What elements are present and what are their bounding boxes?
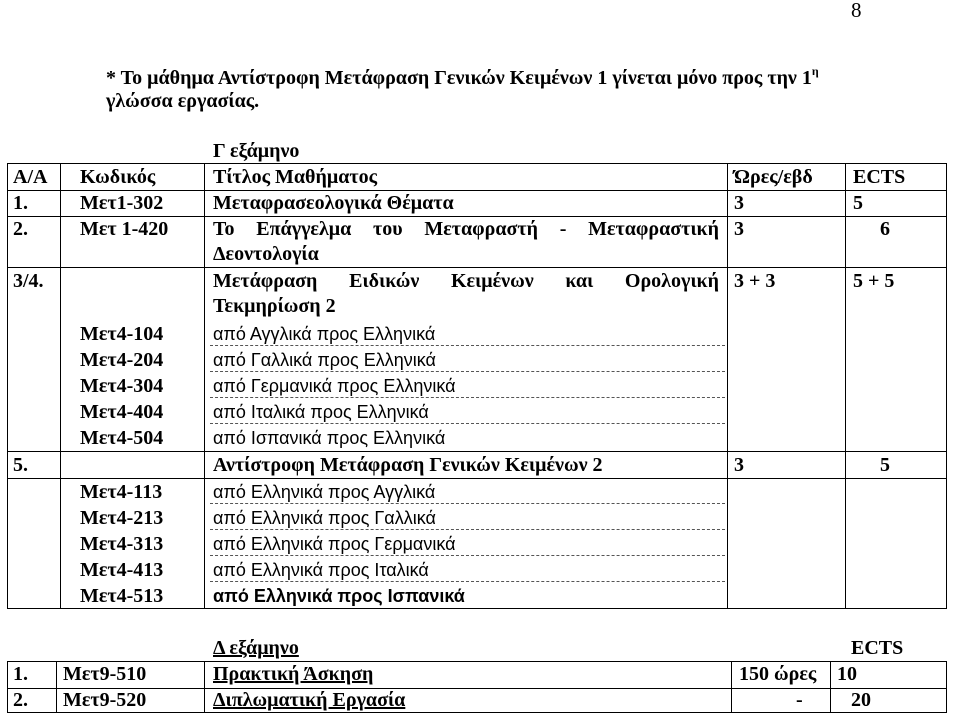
table-rule bbox=[7, 216, 947, 217]
header-title: Τίτλος Μαθήματος bbox=[213, 166, 378, 188]
row-hours: 3 bbox=[734, 192, 744, 214]
table-rule bbox=[7, 451, 947, 452]
footnote-text: * Το μάθημα Αντίστροφη Μετάφραση Γενικών Κειμένων 1 γίνεται μόνο προς την 1 bbox=[106, 67, 812, 89]
row-aa: 1. bbox=[13, 663, 28, 685]
row-title: Διπλωματική Εργασία bbox=[213, 689, 406, 711]
row-code: Μετ1-302 bbox=[80, 192, 164, 214]
subrow-label: από Ελληνικά προς Αγγλικά bbox=[213, 482, 436, 502]
table-border bbox=[727, 163, 728, 609]
subrow-code: Μετ4-313 bbox=[80, 533, 164, 555]
dashed-divider bbox=[210, 529, 725, 530]
subrow-code: Μετ4-113 bbox=[80, 481, 163, 503]
row-ects: 5 bbox=[880, 454, 890, 476]
table-border bbox=[946, 661, 947, 713]
subrow-code: Μετ4-513 bbox=[80, 585, 164, 607]
row-ects: 5 bbox=[853, 192, 863, 214]
row-title-continued: Δεοντολογία bbox=[213, 243, 319, 265]
subrow-code: Μετ4-504 bbox=[80, 427, 164, 449]
subrow-label: από Ιταλικά προς Ελληνικά bbox=[213, 402, 429, 422]
header-aa: Α/Α bbox=[13, 166, 48, 188]
table-rule bbox=[7, 478, 947, 479]
footnote-superscript: η bbox=[811, 64, 819, 78]
table-rule bbox=[7, 661, 947, 662]
semester-d-ects-header: ECTS bbox=[851, 637, 904, 659]
table-rule bbox=[7, 267, 947, 268]
table-border bbox=[830, 661, 831, 713]
row-ects: 20 bbox=[851, 689, 871, 711]
table-border bbox=[60, 163, 61, 609]
row-title: Μετάφραση Ειδικών Κειμένων και Ορολογική bbox=[213, 270, 719, 292]
row-aa: 3/4. bbox=[13, 270, 44, 292]
header-code: Κωδικός bbox=[80, 166, 156, 188]
row-hours: 3 bbox=[734, 454, 744, 476]
table-border bbox=[7, 163, 8, 609]
subrow-label: από Ισπανικά προς Ελληνικά bbox=[213, 428, 446, 448]
subrow-label: από Γερμανικά προς Ελληνικά bbox=[213, 376, 456, 396]
subrow-code: Μετ4-213 bbox=[80, 507, 164, 529]
row-title-continued: Τεκμηρίωση 2 bbox=[213, 295, 336, 317]
page-number: 8 bbox=[851, 0, 862, 22]
dashed-divider bbox=[210, 581, 725, 582]
dashed-divider bbox=[210, 555, 725, 556]
subrow-code: Μετ4-413 bbox=[80, 559, 164, 581]
row-code: Μετ 1-420 bbox=[80, 218, 169, 240]
dashed-divider bbox=[210, 423, 725, 424]
subrow-label: από Γαλλικά προς Ελληνικά bbox=[213, 350, 436, 370]
table-border bbox=[56, 661, 57, 713]
row-title: Αντίστροφη Μετάφραση Γενικών Κειμένων 2 bbox=[213, 454, 603, 476]
row-title: Πρακτική Άσκηση bbox=[213, 663, 374, 685]
dashed-divider bbox=[210, 345, 725, 346]
subrow-label: από Ελληνικά προς Ισπανικά bbox=[213, 586, 465, 606]
footnote-line-2: γλώσσα εργασίας. bbox=[106, 90, 260, 112]
dashed-divider bbox=[210, 371, 725, 372]
row-hours: 3 bbox=[734, 218, 744, 240]
row-aa: 5. bbox=[13, 454, 28, 476]
row-aa: 2. bbox=[13, 218, 28, 240]
row-ects: 5 + 5 bbox=[853, 270, 895, 292]
row-hours: 3 + 3 bbox=[734, 270, 776, 292]
table-rule bbox=[7, 712, 947, 713]
subrow-code: Μετ4-304 bbox=[80, 375, 164, 397]
subrow-code: Μετ4-104 bbox=[80, 323, 164, 345]
subrow-label: από Ελληνικά προς Ιταλικά bbox=[213, 560, 429, 580]
row-hours: 150 ώρες bbox=[739, 663, 817, 685]
table-border bbox=[845, 163, 846, 609]
table-rule bbox=[7, 190, 947, 191]
header-hours: Ώρες/εβδ bbox=[734, 166, 813, 188]
table-border bbox=[204, 163, 205, 609]
subrow-label: από Ελληνικά προς Γερμανικά bbox=[213, 534, 456, 554]
subrow-label: από Ελληνικά προς Γαλλικά bbox=[213, 508, 436, 528]
row-title: Το Επάγγελμα του Μεταφραστή - Μεταφραστική bbox=[213, 218, 719, 240]
table-border bbox=[946, 163, 947, 609]
row-aa: 2. bbox=[13, 689, 28, 711]
row-title: Μεταφρασεολογικά Θέματα bbox=[213, 192, 454, 214]
row-code: Μετ9-510 bbox=[63, 663, 147, 685]
subrow-label: από Αγγλικά προς Ελληνικά bbox=[213, 324, 436, 344]
row-hours: - bbox=[796, 689, 803, 711]
table-rule bbox=[7, 688, 947, 689]
table-border bbox=[204, 661, 205, 713]
table-border bbox=[7, 661, 8, 713]
semester-c-title: Γ εξάμηνο bbox=[213, 140, 300, 162]
dashed-divider bbox=[210, 397, 725, 398]
table-rule bbox=[7, 163, 947, 164]
dashed-divider bbox=[210, 503, 725, 504]
header-ects: ECTS bbox=[853, 166, 906, 188]
row-ects: 10 bbox=[837, 663, 857, 685]
row-ects: 6 bbox=[880, 218, 890, 240]
row-aa: 1. bbox=[13, 192, 28, 214]
row-code: Μετ9-520 bbox=[63, 689, 147, 711]
subrow-code: Μετ4-204 bbox=[80, 349, 164, 371]
table-border bbox=[731, 661, 732, 713]
table-rule bbox=[7, 608, 947, 609]
semester-d-title: Δ εξάμηνο bbox=[213, 637, 299, 659]
footnote-line-1 bbox=[106, 64, 819, 90]
subrow-code: Μετ4-404 bbox=[80, 401, 164, 423]
